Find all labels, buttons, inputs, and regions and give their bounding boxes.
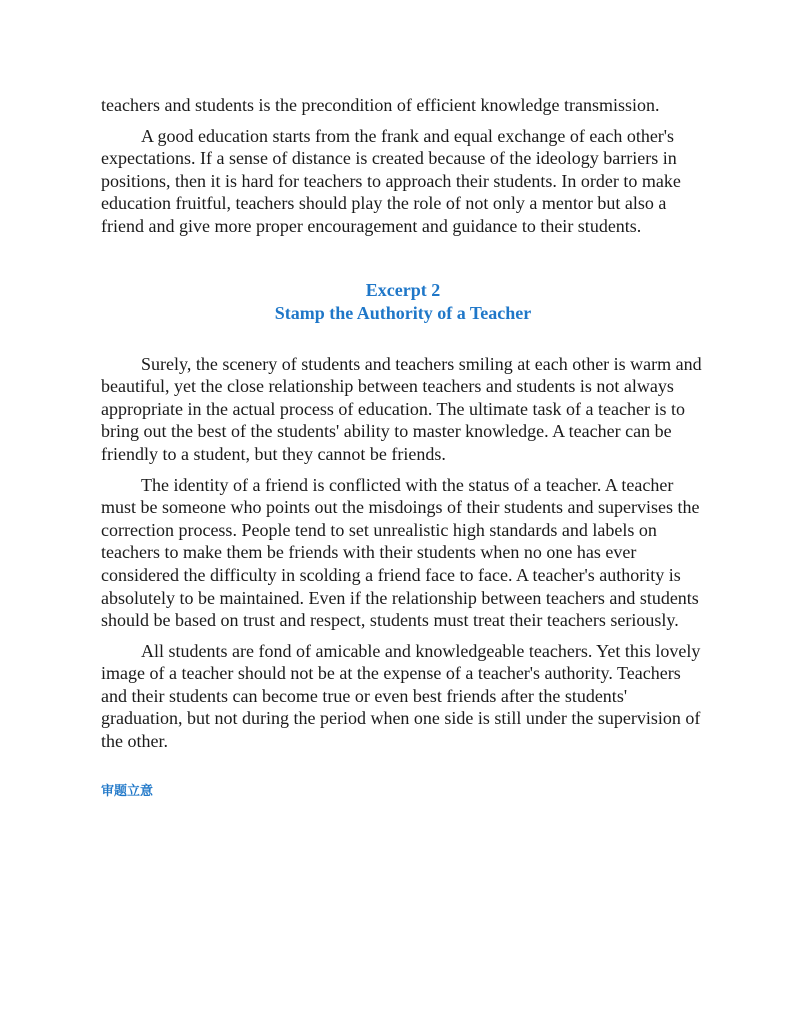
excerpt-title: Stamp the Authority of a Teacher <box>274 302 532 323</box>
excerpt-paragraph: The identity of a friend is conflicted with the status of a teacher. A teacher must be someone who points out the misdoings of their students and supervises the correction process. People tend to set unrealistic high standards and labels on teachers to make them be friends with their students when no one has ever considered the difficulty in scolding a friend face to face. A teacher's authority is absolutely to be maintained. Even if the relationship between teachers and students should be based on trust and respect, students must treat their teachers seriously. <box>101 474 700 631</box>
excerpt-label: Excerpt 2 <box>365 279 441 300</box>
intro-paragraph-continued: teachers and students is the precondition of efficient knowledge transmission. <box>101 95 660 115</box>
excerpt-paragraph: Surely, the scenery of students and teachers smiling at each other is warm and beautiful, yet the close relationship between teachers and students is not always appropriate in the actual process of education. The ultimate task of a teacher is to bring out the best of the students' ability to master knowledge. A teacher can be friendly to a student, but they cannot be friends. <box>101 353 702 464</box>
intro-paragraph: A good education starts from the frank and equal exchange of each other's expectations. If a sense of distance is created because of the ideology barriers in positions, then it is hard for teachers to approach their students. In order to make education fruitful, teachers should play the role of not only a mentor but also a friend and give more proper encouragement and guidance to their students. <box>101 125 681 236</box>
document-page <box>101 94 705 801</box>
excerpt-paragraph: All students are fond of amicable and knowledgeable teachers. Yet this lovely image of a teacher should not be at the expense of a teacher's authority. Teachers and their students can become true or even best friends after the students' graduation, but not during the period when one side is still under the supervision of the other. <box>101 640 701 752</box>
section-label: 审题立意 <box>101 783 154 799</box>
excerpt-heading <box>101 279 705 325</box>
